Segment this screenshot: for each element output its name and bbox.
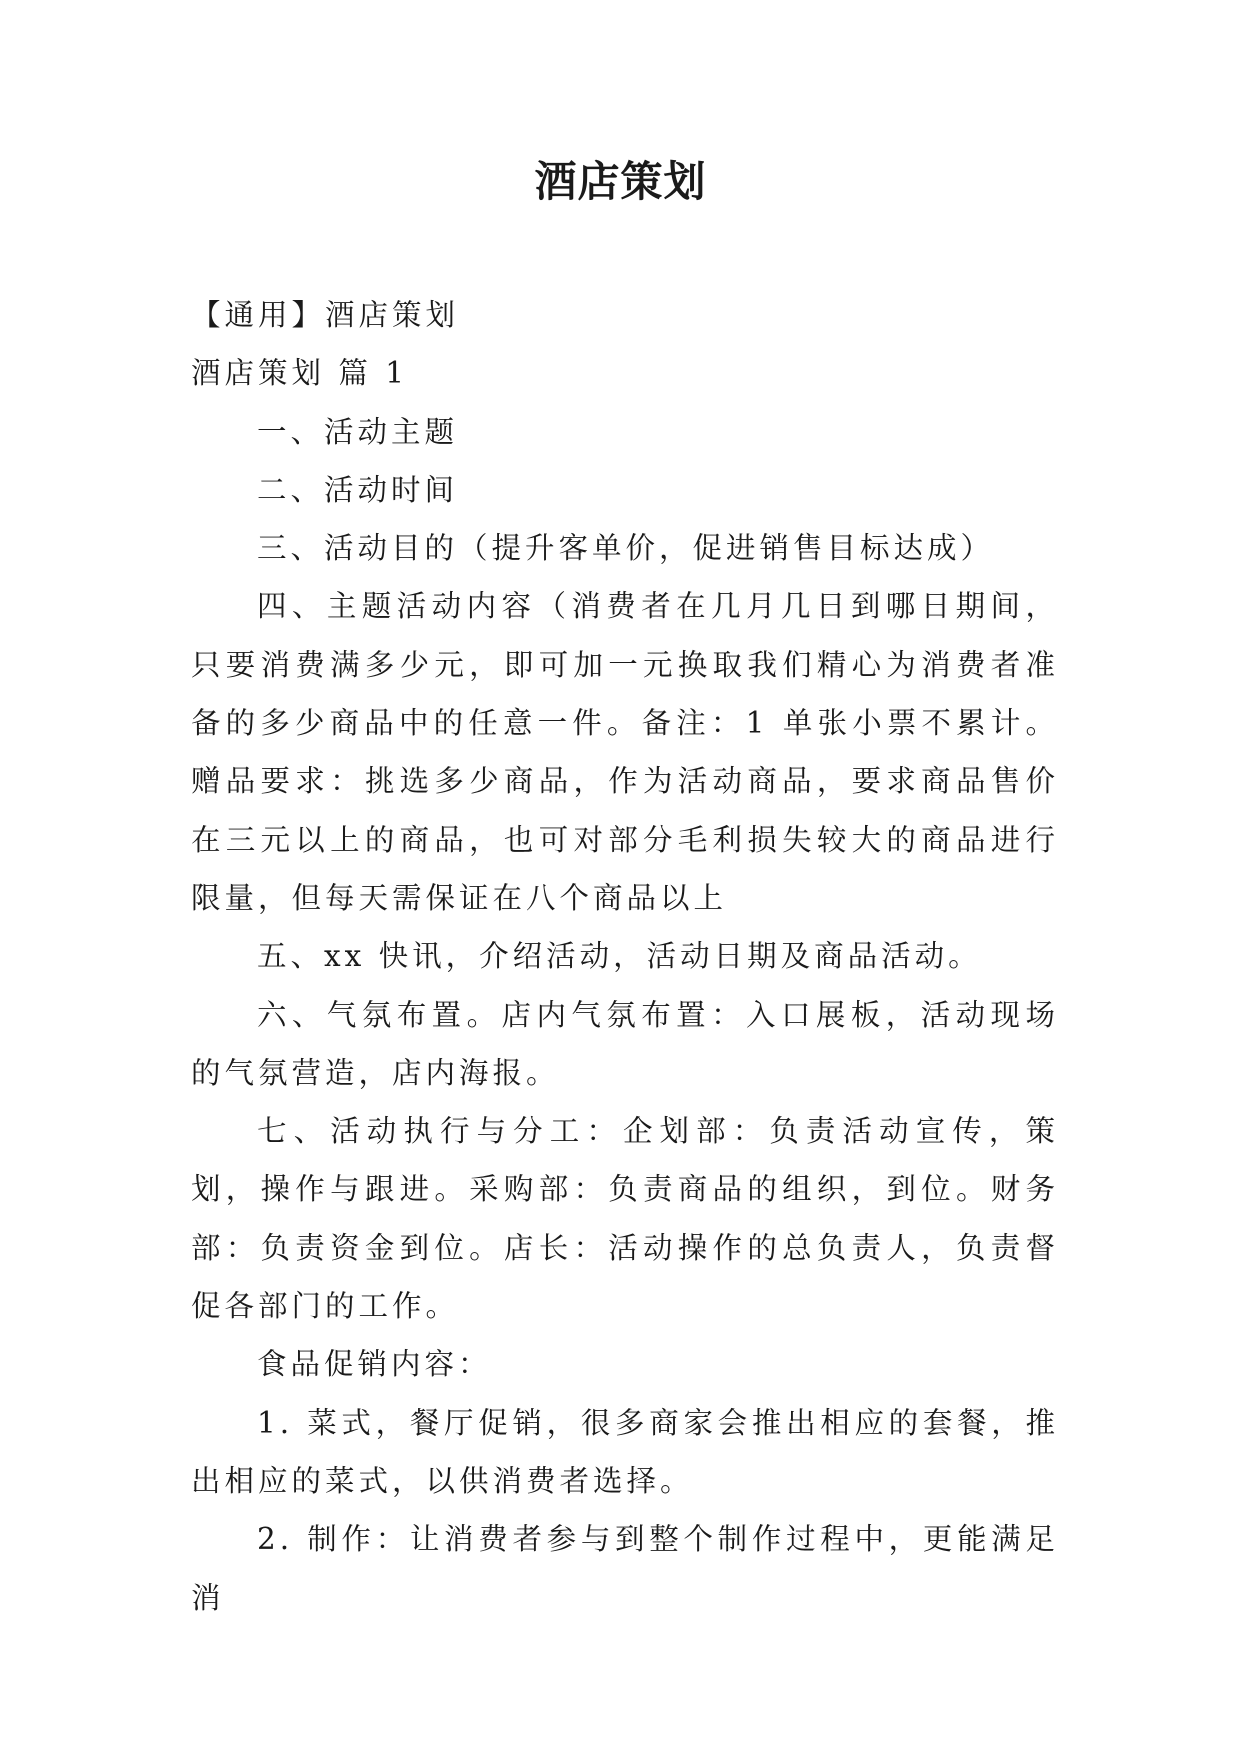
paragraph: 二、活动时间: [257, 472, 459, 507]
paragraph: 五、xx 快讯，介绍活动，活动日期及商品活动。: [257, 939, 982, 974]
paragraph: 四、主题活动内容（消费者在几月几日到哪日期间，只要消费满多少元，即可加一元换取我们精心为消费者准备的多少商品中的任意一件。备注：1 单张小票不累计。赠品要求：挑选多少商品，作为活动商品，要求商品售价在三元以上的商品，也可对部分毛利损失较大的商品进行限量，但每天需保证在八个商品以上: [191, 589, 1059, 915]
paragraph: 三、活动目的（提升客单价，促进销售目标达成）: [257, 531, 995, 566]
document-subtitle: 【通用】酒店策划: [191, 298, 460, 332]
paragraph: 食品促销内容：: [257, 1347, 492, 1382]
document-body: [191, 286, 1059, 1627]
paragraph: 一、活动主题: [257, 414, 459, 449]
document-title: 酒店策划: [534, 157, 707, 206]
paragraph: 1. 菜式，餐厅促销，很多商家会推出相应的套餐，推出相应的菜式，以供消费者选择。: [191, 1405, 1059, 1498]
paragraph: 2. 制作：让消费者参与到整个制作过程中，更能满足消: [191, 1522, 1059, 1615]
paragraph: 六、气氛布置。店内气氛布置：入口展板，活动现场的气氛营造，店内海报。: [191, 997, 1059, 1090]
paragraph: 七、活动执行与分工：企划部：负责活动宣传，策划，操作与跟进。采购部：负责商品的组织，到位。财务部：负责资金到位。店长：活动操作的总负责人，负责督促各部门的工作。: [191, 1114, 1059, 1324]
article-heading: 酒店策划 篇 1: [191, 356, 409, 391]
